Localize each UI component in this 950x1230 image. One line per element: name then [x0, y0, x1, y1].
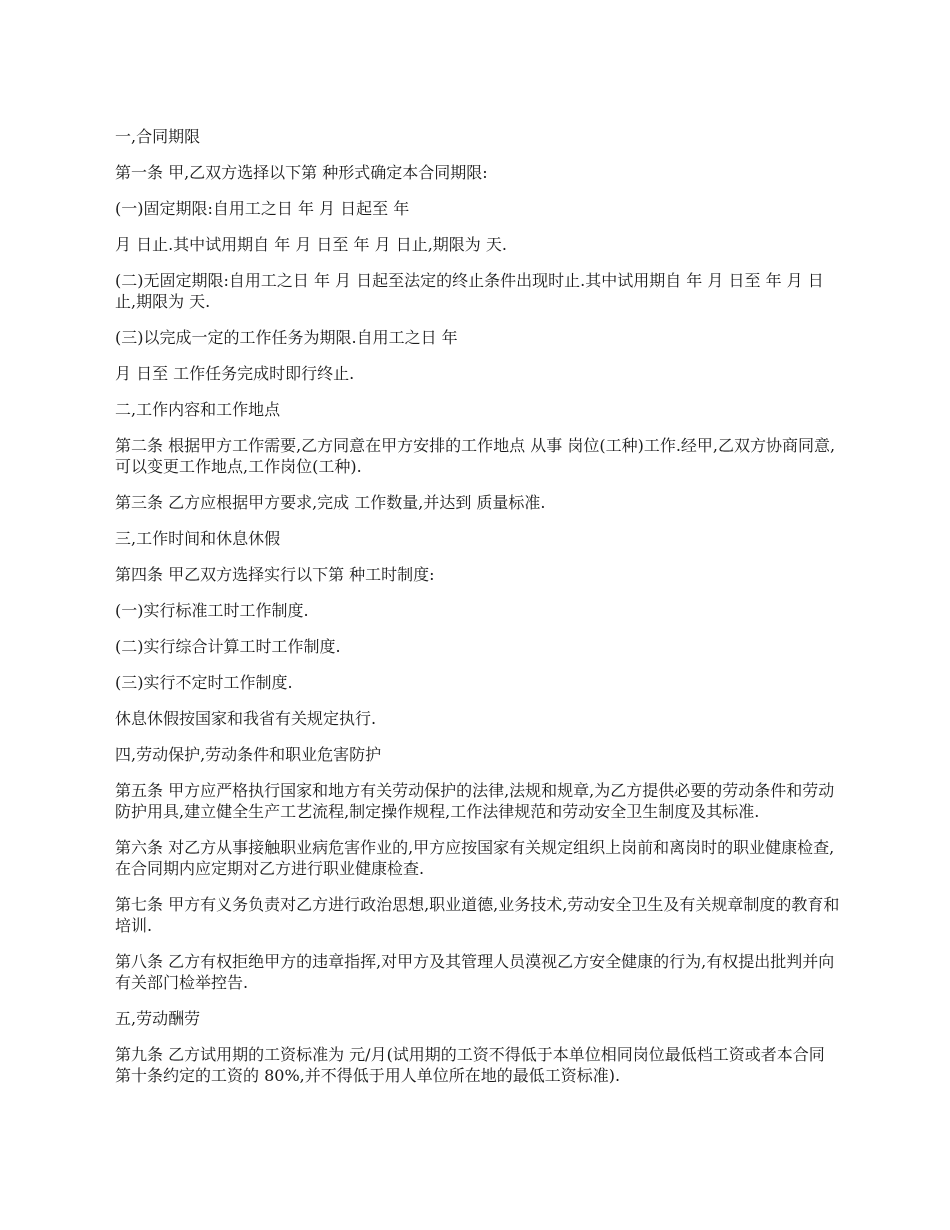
section-heading-pay: 五,劳动酬劳 — [115, 1009, 201, 1028]
section-heading-protection: 四,劳动保护,劳动条件和职业危害防护 — [115, 745, 382, 764]
section-heading-work: 二,工作内容和工作地点 — [115, 400, 281, 419]
article-4-option-3: (三)实行不定时工作制度. — [115, 673, 293, 692]
article-6: 第六条 对乙方从事接触职业病危害作业的,甲方应按国家有关规定组织上岗前和离岗时的职业健康检查,在合同期内应定期对乙方进行职业健康检查. — [115, 838, 835, 878]
article-4: 第四条 甲乙双方选择实行以下第 种工时制度: — [115, 565, 435, 584]
article-9: 第九条 乙方试用期的工资标准为 元/月(试用期的工资不得低于本单位相同岗位最低档工资或者本合同第十条约定的工资的 80%,并不得低于用人单位所在地的最低工资标准). — [115, 1045, 825, 1085]
article-7: 第七条 甲方有义务负责对乙方进行政治思想,职业道德,业务技术,劳动安全卫生及有关规章制度的教育和培训. — [115, 895, 840, 935]
article-4-option-2: (二)实行综合计算工时工作制度. — [115, 637, 341, 656]
section-heading-term: 一,合同期限 — [115, 127, 201, 146]
article-2: 第二条 根据甲方工作需要,乙方同意在甲方安排的工作地点 从事 岗位(工种)工作.经甲,乙双方协商同意,可以变更工作地点,工作岗位(工种). — [115, 436, 836, 476]
article-1-option-1-cont: 月 日止.其中试用期自 年 月 日至 年 月 日止,期限为 天. — [115, 235, 507, 254]
article-1-option-1: (一)固定期限:自用工之日 年 月 日起至 年 — [115, 199, 410, 218]
article-1-option-2: (二)无固定期限:自用工之日 年 月 日起至法定的终止条件出现时止.其中试用期自 年 月 日至 年 月 日止,期限为 天. — [115, 271, 824, 311]
article-1: 第一条 甲,乙双方选择以下第 种形式确定本合同期限: — [115, 163, 488, 182]
article-8: 第八条 乙方有权拒绝甲方的违章指挥,对甲方及其管理人员漠视乙方安全健康的行为,有权提出批判并向有关部门检举控告. — [115, 952, 835, 992]
article-1-option-3-cont: 月 日至 工作任务完成时即行终止. — [115, 364, 355, 383]
article-3: 第三条 乙方应根据甲方要求,完成 工作数量,并达到 质量标准. — [115, 493, 546, 512]
section-heading-hours: 三,工作时间和休息休假 — [115, 529, 281, 548]
article-4-option-1: (一)实行标准工时工作制度. — [115, 601, 309, 620]
article-5: 第五条 甲方应严格执行国家和地方有关劳动保护的法律,法规和规章,为乙方提供必要的劳动条件和劳动防护用具,建立健全生产工艺流程,制定操作规程,工作法律规范和劳动安全卫生制度及其标准. — [115, 781, 835, 821]
rest-rule: 休息休假按国家和我省有关规定执行. — [115, 709, 377, 728]
document-body — [115, 126, 840, 1101]
article-1-option-3: (三)以完成一定的工作任务为期限.自用工之日 年 — [115, 328, 458, 347]
